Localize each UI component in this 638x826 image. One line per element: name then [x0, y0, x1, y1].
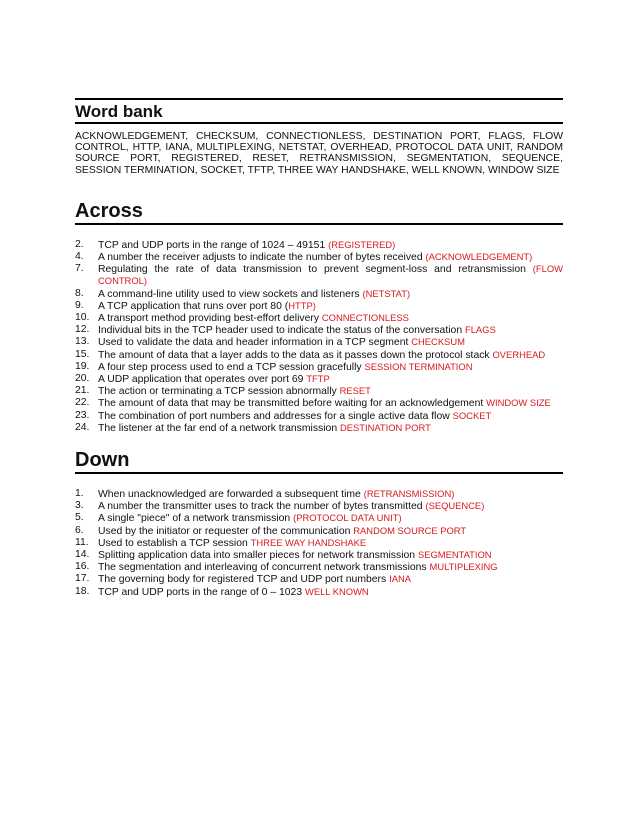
clue-item	[75, 239, 563, 251]
clue-description: A TCP application that runs over port 80 (	[98, 300, 289, 312]
clue-answer: WELL KNOWN	[304, 585, 369, 597]
clue-text	[98, 488, 563, 500]
clue-item	[75, 324, 563, 336]
clue-text	[98, 324, 563, 336]
clue-number: 6.	[75, 524, 84, 536]
clue-description: Splitting application data into smaller pieces for network transmission	[98, 550, 418, 562]
clue-item	[75, 397, 563, 409]
clue-number: 5.	[75, 512, 84, 524]
clue-description: The governing body for registered TCP and UDP port numbers	[98, 574, 390, 586]
clue-item	[75, 263, 563, 287]
clue-text	[98, 573, 563, 585]
clue-number: 4.	[75, 251, 84, 263]
clue-item	[75, 251, 563, 263]
clue-description: The listener at the far end of a network transmission	[98, 422, 340, 434]
clue-description: A number the transmitter uses to track the number of bytes transmitted	[98, 501, 426, 513]
clue-number: 18.	[75, 585, 90, 597]
clue-item	[75, 336, 563, 348]
clue-answer: RESET	[339, 385, 371, 397]
clue-description: A command-line utility used to view sockets and listeners	[98, 288, 363, 300]
clue-item	[75, 361, 563, 373]
clue-number: 20.	[75, 373, 90, 385]
document-page	[75, 98, 563, 598]
clue-answer: HTTP)	[288, 299, 316, 311]
clue-number: 21.	[75, 385, 90, 397]
clue-item	[75, 537, 563, 549]
clue-answer: (FLOW CONTROL)	[98, 263, 563, 287]
clue-item	[75, 373, 563, 385]
clue-description: Used to validate the data and header information in a TCP segment	[98, 337, 412, 349]
clue-item	[75, 385, 563, 397]
clue-answer: SOCKET	[452, 409, 492, 421]
clue-text	[98, 397, 563, 409]
clue-item	[75, 525, 563, 537]
clue-answer: (ACKNOWLEDGEMENT)	[425, 251, 533, 263]
clue-number: 12.	[75, 324, 90, 336]
clue-item	[75, 422, 563, 434]
down-rule	[75, 472, 563, 474]
clue-number: 14.	[75, 549, 90, 561]
down-list	[75, 488, 563, 598]
clue-text	[98, 422, 563, 434]
clue-item	[75, 488, 563, 500]
clue-answer: SEGMENTATION	[417, 549, 492, 561]
clue-item	[75, 549, 563, 561]
clue-item	[75, 349, 563, 361]
clue-answer: RANDOM SOURCE PORT	[353, 524, 467, 536]
clue-description: Individual bits in the TCP header used to indicate the status of the conversation	[98, 325, 465, 337]
clue-number: 10.	[75, 312, 90, 324]
clue-answer: (REGISTERED)	[328, 238, 396, 250]
clue-text	[98, 537, 563, 549]
across-list	[75, 239, 563, 434]
clue-text	[98, 349, 563, 361]
clue-number: 15.	[75, 348, 90, 360]
clue-answer: (PROTOCOL DATA UNIT)	[293, 512, 402, 524]
clue-answer: DESTINATION PORT	[340, 421, 431, 433]
clue-description: A number the receiver adjusts to indicate the number of bytes received	[98, 252, 426, 264]
clue-number: 1.	[75, 488, 84, 500]
clue-answer: IANA	[389, 573, 411, 585]
clue-number: 2.	[75, 238, 84, 250]
clue-number: 22.	[75, 397, 90, 409]
across-heading: Across	[75, 199, 143, 222]
clue-item	[75, 312, 563, 324]
clue-description: A single "piece" of a network transmission	[98, 513, 294, 525]
clue-number: 16.	[75, 561, 90, 573]
clue-answer: WINDOW SIZE	[486, 397, 551, 409]
clue-answer: (RETRANSMISSION)	[363, 488, 455, 500]
clue-text	[98, 586, 563, 598]
clue-description: TCP and UDP ports in the range of 1024 – 49151	[98, 239, 329, 251]
clue-text	[98, 385, 563, 397]
clue-description: Regulating the rate of data transmission to prevent segment-loss and retransmission	[98, 264, 533, 276]
clue-number: 3.	[75, 500, 84, 512]
clue-description: Used to establish a TCP session	[98, 537, 251, 549]
clue-answer: OVERHEAD	[492, 348, 546, 360]
clue-number: 13.	[75, 336, 90, 348]
clue-description: When unacknowledged are forwarded a subsequent time	[98, 489, 364, 501]
clue-text	[98, 549, 563, 561]
clue-description: The amount of data that may be transmitted before waiting for an acknowledgement	[98, 398, 487, 410]
clue-description: A transport method providing best-effort delivery	[98, 313, 322, 325]
clue-item	[75, 561, 563, 573]
clue-description: TCP and UDP ports in the range of 0 – 1023	[98, 586, 305, 598]
clue-text	[98, 251, 563, 263]
clue-item	[75, 500, 563, 512]
clue-description: The segmentation and interleaving of concurrent network transmissions	[98, 562, 430, 574]
clue-description: A four step process used to end a TCP session gracefully	[98, 361, 365, 373]
clue-text	[98, 525, 563, 537]
clue-description: The combination of port numbers and addresses for a single active data flow	[98, 410, 453, 422]
clue-text	[98, 500, 563, 512]
clue-number: 17.	[75, 573, 90, 585]
down-heading: Down	[75, 449, 130, 472]
clue-number: 9.	[75, 299, 84, 311]
clue-item	[75, 512, 563, 524]
clue-number: 7.	[75, 263, 84, 275]
clue-number: 24.	[75, 421, 90, 433]
word-bank-text: ACKNOWLEDGEMENT, CHECKSUM, CONNECTIONLESS, DESTINATION PORT, FLAGS, FLOW CONTROL, HTTP, IANA, MULTIPLEXING, NETSTAT, OVERHEAD, PROTOCOL DATA UNIT, RANDOM SOURCE PORT, REGISTERED, RESET, RETRANSMISSION, SEGMENTATION, SEQUENCE, SESSION TERMINATION, SOCKET, TFTP, THREE WAY HANDSHAKE, WELL KNOWN, WINDOW SIZE	[75, 131, 563, 176]
clue-item	[75, 288, 563, 300]
clue-text	[98, 336, 563, 348]
clue-description: The action or terminating a TCP session abnormally	[98, 386, 340, 398]
clue-text	[98, 300, 563, 312]
clue-item	[75, 300, 563, 312]
clue-item	[75, 410, 563, 422]
clue-answer: CONNECTIONLESS	[321, 312, 409, 324]
clue-text	[98, 263, 563, 287]
clue-answer: TFTP	[306, 373, 330, 385]
clue-description: The amount of data that a layer adds to the data as it passes down the protocol stack	[98, 349, 493, 361]
clue-answer: CHECKSUM	[411, 336, 465, 348]
clue-text	[98, 512, 563, 524]
clue-answer: THREE WAY HANDSHAKE	[250, 536, 367, 548]
clue-text	[98, 373, 563, 385]
clue-text	[98, 561, 563, 573]
across-rule	[75, 223, 563, 225]
clue-description: A UDP application that operates over port 69	[98, 374, 307, 386]
clue-number: 23.	[75, 409, 90, 421]
clue-text	[98, 239, 563, 251]
clue-text	[98, 410, 563, 422]
word-bank-heading: Word bank	[75, 102, 163, 121]
clue-answer: (SEQUENCE)	[425, 500, 485, 512]
clue-number: 8.	[75, 287, 84, 299]
clue-item	[75, 586, 563, 598]
clue-answer: FLAGS	[464, 324, 496, 336]
clue-answer: MULTIPLEXING	[429, 561, 498, 573]
clue-description: Used by the initiator or requester of the communication	[98, 525, 354, 537]
clue-text	[98, 361, 563, 373]
clue-answer: SESSION TERMINATION	[364, 360, 473, 372]
word-bank-bottom-rule	[75, 122, 563, 124]
clue-number: 19.	[75, 360, 90, 372]
clue-item	[75, 573, 563, 585]
clue-text	[98, 288, 563, 300]
clue-text	[98, 312, 563, 324]
clue-number: 11.	[75, 536, 89, 548]
clue-answer: (NETSTAT)	[362, 287, 411, 299]
